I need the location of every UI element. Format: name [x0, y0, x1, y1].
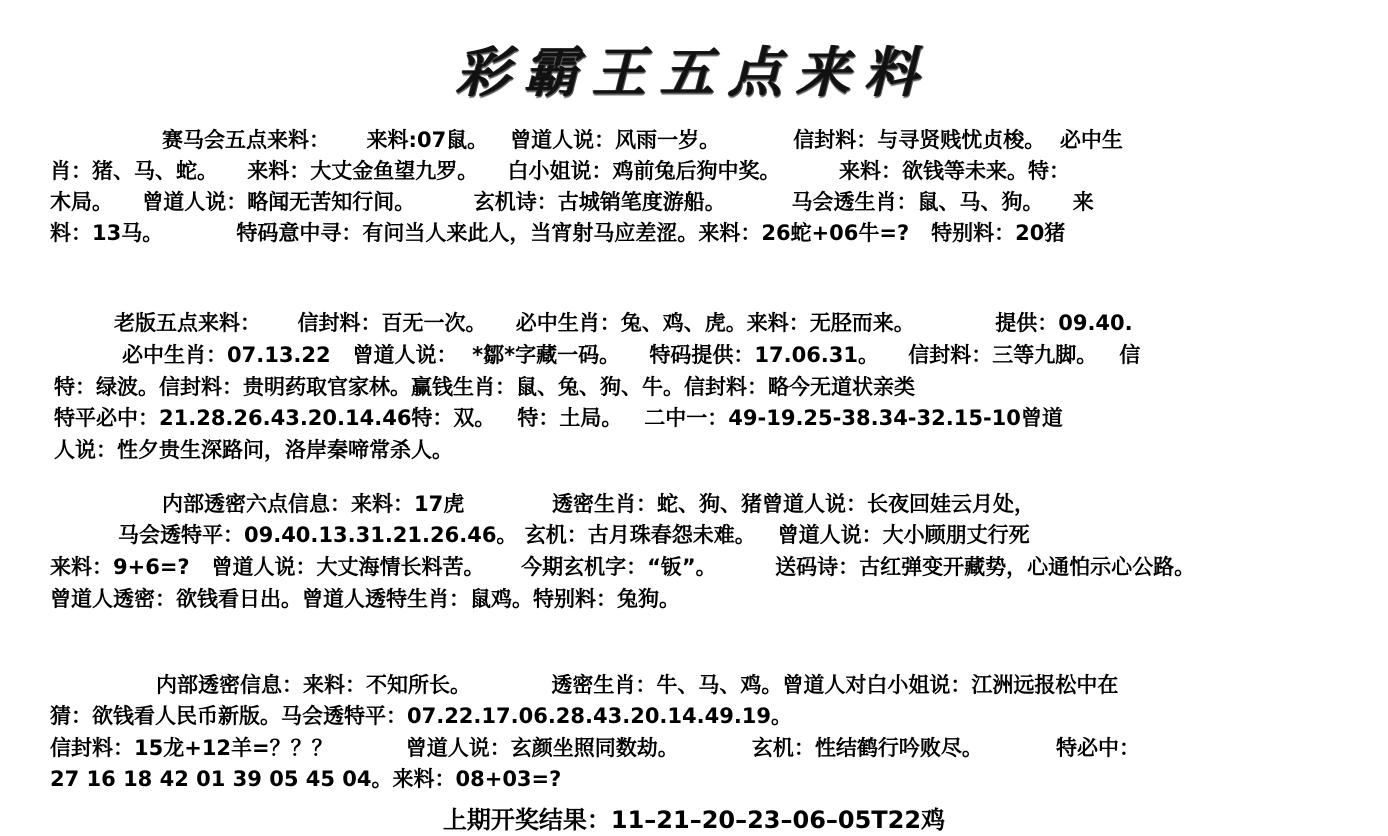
- section2-line2: 必中生肖：07.13.22 曾道人说： *鄒*字藏一码。 特码提供：17.06.31。 信封料：三等九脚。 信: [122, 343, 1141, 367]
- section1-line1: 赛马会五点来料： 来料:07鼠。 曾道人说：风雨一岁。 信封料：与寻贤贱忧贞梭。 必中生: [162, 128, 1123, 152]
- section2-line3: 特：绿波。信封料：贵明药取官家林。赢钱生肖：鼠、兔、狗、牛。信封料：略今无道状亲类: [54, 375, 915, 399]
- section4-line2: 猜：欲钱看人民币新版。马会透特平：07.22.17.06.28.43.20.14.49.19。: [50, 704, 793, 728]
- section4-line3: 信封料：15龙+12羊=？？？ 曾道人说：玄颜坐照同数劫。 玄机：性结鹤行吟败尽。 特必中：: [50, 736, 1140, 760]
- section4-line1: 内部透密信息：来料：不知所长。 透密生肖：牛、马、鸡。曾道人对白小姐说：江洲远报松中在: [156, 673, 1119, 697]
- section3-line1: 内部透密六点信息：来料：17虎 透密生肖：蛇、狗、猪曾道人说：长夜回娃云月处，: [162, 492, 1035, 516]
- section3-line2: 马会透特平：09.40.13.31.21.26.46。 玄机：古月珠春怨未难。 曾道人说：大小顾朋丈行死: [118, 523, 1030, 547]
- section1-line4: 料：13马。 特码意中寻：有问当人来此人，当宵射马应差涩。来料：26蛇+06牛=? 特别料：20猪: [50, 221, 1066, 245]
- section1-line3: 木局。 曾道人说：略闻无苦知行间。 玄机诗：古城销笔度游船。 马会透生肖：鼠、马、狗。 来: [50, 190, 1094, 214]
- section1-line2: 肖：猪、马、蛇。 来料：大丈金鱼望九罗。 白小姐说：鸡前兔后狗中奖。 来料：欲钱等未来。特：: [50, 159, 1070, 183]
- page-title: 彩霸王五点来料: [456, 40, 932, 104]
- last-draw-result: 上期开奖结果：11–21–20–23–06–05T22鸡: [442, 806, 946, 834]
- section4-line4: 27 16 18 42 01 39 05 45 04。来料：08+03=?: [50, 767, 562, 791]
- section2-line1: 老版五点来料： 信封料：百无一次。 必中生肖：兔、鸡、虎。来料：无胫而来。 提供：09.40.: [114, 311, 1133, 335]
- section2-line5: 人说：性夕贵生深路问，洛岸秦啼常杀人。: [54, 438, 453, 462]
- section2-line4: 特平必中：21.28.26.43.20.14.46特：双。 特：土局。 二中一：49-19.25-38.34-32.15-10曾道: [54, 406, 1063, 430]
- section3-line3: 来料：9+6=? 曾道人说：大丈海情长料苦。 今期玄机字：“钣”。 送码诗：古红弹变开藏势，心通怕示心公路。: [50, 555, 1196, 579]
- section3-line4: 曾道人透密：欲钱看日出。曾道人透特生肖：鼠鸡。特别料：兔狗。: [50, 587, 680, 611]
